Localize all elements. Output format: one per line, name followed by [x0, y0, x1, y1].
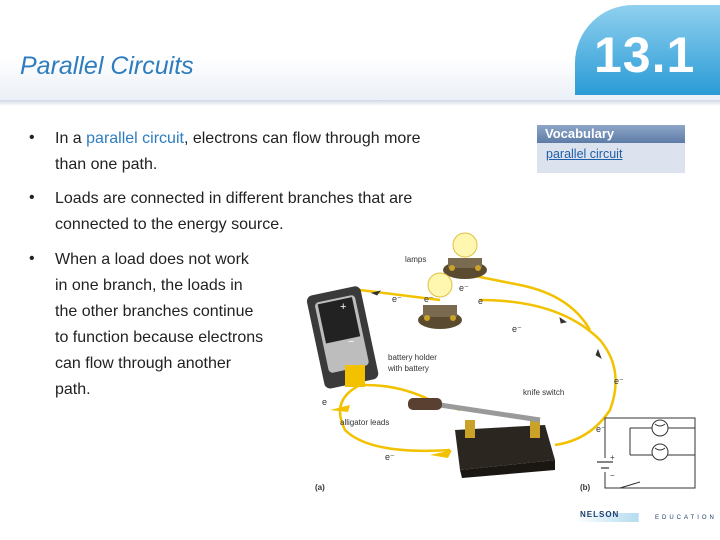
- bullet-marker: •: [29, 250, 35, 267]
- schematic-minus: −: [610, 471, 615, 480]
- bullet-3-line-6: path.: [55, 381, 91, 398]
- schematic-plus: +: [610, 453, 615, 462]
- label-alligator-leads: alligator leads: [340, 418, 390, 427]
- vocabulary-heading: Vocabulary: [537, 125, 685, 143]
- section-number: 13.1: [594, 27, 696, 83]
- bullet-3-line-4: to function because electrons: [55, 329, 264, 346]
- electron-label: e: [322, 397, 328, 407]
- lamp-1: [443, 233, 487, 279]
- bullet-3-line-5: can flow through another: [55, 355, 232, 372]
- electron-label: e⁻: [385, 452, 395, 462]
- bullet-2-line-2: connected to the energy source.: [55, 216, 284, 233]
- electron-label: e⁻: [392, 294, 402, 304]
- label-with-battery: with battery: [388, 364, 429, 373]
- vocabulary-link-parallel-circuit[interactable]: parallel circuit: [546, 147, 623, 161]
- knife-switch: [408, 398, 555, 478]
- label-battery-holder: battery holder: [388, 353, 437, 362]
- bullet-3-line-1: When a load does not work: [55, 251, 249, 268]
- bullet-3-line-3: the other branches continue: [55, 303, 254, 320]
- bullet-marker: •: [29, 189, 35, 206]
- battery-plus: +: [340, 301, 347, 313]
- battery-minus: −: [348, 336, 355, 348]
- electron-label: e⁻: [614, 376, 624, 386]
- bullet-marker: •: [29, 129, 35, 146]
- label-panel-a: (a): [315, 483, 325, 492]
- publisher-logo: NELSON: [580, 510, 620, 519]
- label-lamps: lamps: [405, 255, 427, 264]
- electron-label: e⁻: [424, 294, 434, 304]
- electron-label: e: [478, 296, 484, 306]
- bullet-2-line-1: Loads are connected in different branches that are: [55, 190, 413, 207]
- electron-label: e⁻: [459, 283, 469, 293]
- bullet-3-line-2: in one branch, the loads in: [55, 277, 243, 294]
- label-panel-b: (b): [580, 483, 591, 492]
- electron-label: e⁻: [596, 424, 606, 434]
- term-parallel-circuit: parallel circuit: [86, 130, 184, 147]
- bullet-1-line-1: In a parallel circuit, electrons can flow through more: [55, 130, 421, 147]
- publisher-division: EDUCATION: [655, 515, 717, 521]
- electron-label: e⁻: [512, 324, 522, 334]
- label-knife-switch: knife switch: [523, 388, 565, 397]
- slide-title: Parallel Circuits: [20, 52, 194, 80]
- bullet-1-line-2: than one path.: [55, 156, 158, 173]
